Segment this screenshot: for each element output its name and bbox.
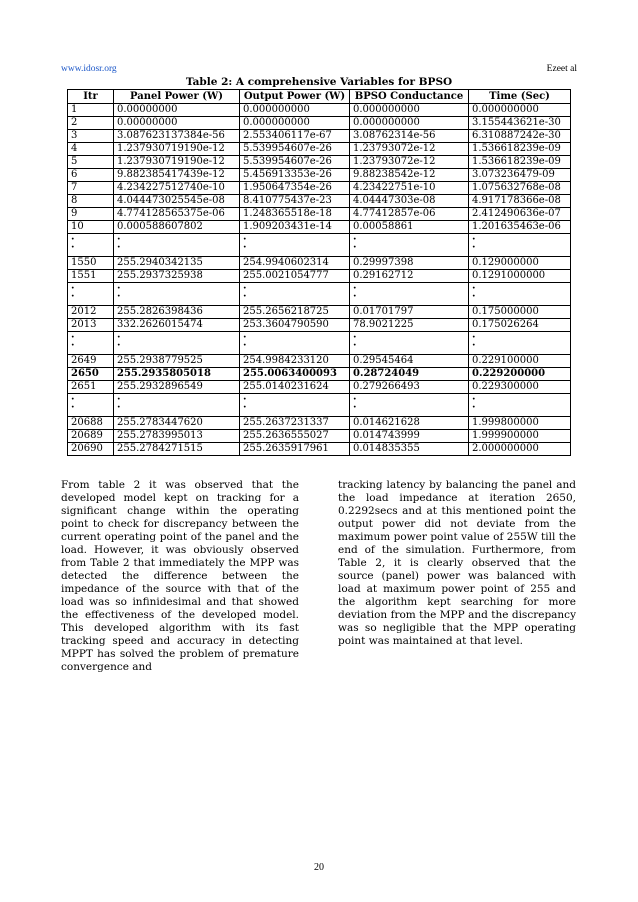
table-cell: · · [114,332,240,355]
table-row [68,104,571,117]
table-cell: 2013 [68,319,114,332]
table-cell: 1.536618239e-09 [469,143,571,156]
table-cell: 8 [68,195,114,208]
table-cell: 2649 [68,355,114,368]
table-cell: 9.88238542e-12 [350,169,469,182]
table-cell: 5.539954607e-26 [240,143,350,156]
table-cell: 255.0063400093 [240,368,350,381]
column-header: Itr [68,90,114,104]
table-cell: · · [350,234,469,257]
table-cell: 255.2935805018 [114,368,240,381]
table-row [68,306,571,319]
table-cell: 2.553406117e-67 [240,130,350,143]
table-cell: 0.229100000 [469,355,571,368]
table-cell: 6 [68,169,114,182]
table-cell: 255.2940342135 [114,257,240,270]
table-cell: 20688 [68,417,114,430]
table-cell: 0.000000000 [469,104,571,117]
table-cell: · · [114,283,240,306]
table-cell: · · [240,394,350,417]
table-cell: 3.155443621e-30 [469,117,571,130]
table-cell: 1 [68,104,114,117]
table-row [68,117,571,130]
column-header: Output Power (W) [240,90,350,104]
table-cell: 0.000000000 [240,104,350,117]
table-cell: 1.237930719190e-12 [114,143,240,156]
table-cell: 1.999800000 [469,417,571,430]
table-cell: 8.410775437e-23 [240,195,350,208]
table-cell: 3 [68,130,114,143]
table-row [68,156,571,169]
table-cell: 0.229200000 [469,368,571,381]
table-cell: 20689 [68,430,114,443]
table-cell: 3.08762314e-56 [350,130,469,143]
table-cell: 254.9940602314 [240,257,350,270]
table-cell: 4.23422751e-10 [350,182,469,195]
journal-website-link[interactable]: www.idosr.org [61,64,117,74]
table-cell: 255.2635917961 [240,443,350,456]
table-cell: 255.2636555027 [240,430,350,443]
table-row [68,182,571,195]
table-cell: 2650 [68,368,114,381]
table-cell: 0.29545464 [350,355,469,368]
column-header: Time (Sec) [469,90,571,104]
table-row [68,130,571,143]
table-cell: 255.0021054777 [240,270,350,283]
table-cell: 1.23793072e-12 [350,143,469,156]
table-ellipsis-row [68,234,571,257]
table-cell: 0.01701797 [350,306,469,319]
table-cell: 4 [68,143,114,156]
page-number: 20 [314,862,324,873]
table-cell: 2.000000000 [469,443,571,456]
table-cell: 0.29162712 [350,270,469,283]
table-cell: 1.23793072e-12 [350,156,469,169]
table-cell: · · [240,332,350,355]
table-cell: 255.2784271515 [114,443,240,456]
table-cell: 0.00000000 [114,117,240,130]
table-cell: 0.000000000 [240,117,350,130]
table-cell: · · [469,332,571,355]
table-cell: 1.536618239e-09 [469,156,571,169]
table-cell: 255.2783995013 [114,430,240,443]
table-cell: 332.2626015474 [114,319,240,332]
table-cell: 1.075632768e-08 [469,182,571,195]
table-cell: 253.3604790590 [240,319,350,332]
table-cell: 0.175026264 [469,319,571,332]
table-header-row [68,90,571,104]
table-cell: 255.0140231624 [240,381,350,394]
table-cell: 7 [68,182,114,195]
table-cell: 5.456913353e-26 [240,169,350,182]
table-row [68,169,571,182]
table-cell: 1.248365518e-18 [240,208,350,221]
table-cell: · · [350,332,469,355]
table-cell: · · [240,283,350,306]
table-cell: 0.129000000 [469,257,571,270]
table-cell: 0.000000000 [350,117,469,130]
table-body [68,104,571,456]
table-cell: 4.774128565375e-06 [114,208,240,221]
table-row [68,143,571,156]
table-cell: 1551 [68,270,114,283]
table-cell: 0.014621628 [350,417,469,430]
table-row [68,381,571,394]
table-ellipsis-row [68,394,571,417]
table-cell: 0.014835355 [350,443,469,456]
table-cell: 0.1291000000 [469,270,571,283]
table-cell: 0.00058861 [350,221,469,234]
table-cell: 9 [68,208,114,221]
table-cell: · · [240,234,350,257]
table-cell: 6.310887242e-30 [469,130,571,143]
table-cell: 255.2932896549 [114,381,240,394]
table-cell: · · [114,234,240,257]
table-cell: 2651 [68,381,114,394]
table-cell: 78.9021225 [350,319,469,332]
table-cell: 2012 [68,306,114,319]
table-cell: 254.9984233120 [240,355,350,368]
table-cell: 0.000588607802 [114,221,240,234]
table-cell: · · [469,234,571,257]
table-row [68,270,571,283]
table-cell: 1.999900000 [469,430,571,443]
table-ellipsis-row [68,283,571,306]
table-row [68,257,571,270]
table-cell: 0.28724049 [350,368,469,381]
table-cell: 0.00000000 [114,104,240,117]
table-row [68,195,571,208]
results-table [67,89,571,456]
table-cell: 1.201635463e-06 [469,221,571,234]
table-row [68,368,571,381]
running-author: Ezeet al [546,64,577,74]
table-cell: · · [68,332,114,355]
table-cell: 3.087623137384e-56 [114,130,240,143]
table-cell: 4.77412857e-06 [350,208,469,221]
table-cell: 2 [68,117,114,130]
table-cell: 0.175000000 [469,306,571,319]
table-caption: Table 2: A comprehensive Variables for BPSO [185,76,453,88]
table-cell: 0.014743999 [350,430,469,443]
table-cell: · · [68,234,114,257]
table-cell: 255.2637231337 [240,417,350,430]
table-cell: 255.2938779525 [114,355,240,368]
table-cell: · · [350,283,469,306]
table-row [68,355,571,368]
table-cell: · · [350,394,469,417]
table-cell: · · [114,394,240,417]
table-cell: 1.909203431e-14 [240,221,350,234]
body-text-left-column: From table 2 it was observed that the developed model kept on tracking for a significant change within the operating point to check for discrepancy between the current operating point of the panel and the load. However, it was obviously observed from Table 2 that immediately the MPP was detected the difference between the impedance of the source with that of the load was so infinidesimal and that showed the effectiveness of the developed model. This developed algorithm with its fast tracking speed and accuracy in detecting MPPT has solved the problem of premature convergence and [61,479,299,673]
table-cell: · · [68,283,114,306]
table-cell: 1.950647354e-26 [240,182,350,195]
table-row [68,443,571,456]
table-cell: 4.917178366e-08 [469,195,571,208]
table-cell: · · [68,394,114,417]
table-cell: 255.2826398436 [114,306,240,319]
table-cell: 1550 [68,257,114,270]
table-cell: 1.237930719190e-12 [114,156,240,169]
table-cell: 255.2937325938 [114,270,240,283]
table-row [68,208,571,221]
body-text-right-column: tracking latency by balancing the panel and the load impedance at iteration 2650, 0.2292secs and at this mentioned point the output power did not deviate from the maximum power point value of 255W till the end of the simulation. Furthermore, from Table 2, it is clearly observed that the source (panel) power was balanced with load at maximum power point of 255 and the algorithm kept searching for more deviation from the MPP and the discrepancy was so negligible that the MPP operating point was maintained at that level. [338,479,576,647]
table-cell: 20690 [68,443,114,456]
table-row [68,430,571,443]
table-cell: 0.279266493 [350,381,469,394]
table-cell: 5 [68,156,114,169]
table-cell: 255.2783447620 [114,417,240,430]
table-cell: · · [469,283,571,306]
table-cell: 0.000000000 [350,104,469,117]
table-cell: 255.2656218725 [240,306,350,319]
table-cell: · · [469,394,571,417]
table-cell: 10 [68,221,114,234]
table-cell: 4.044473025545e-08 [114,195,240,208]
table-row [68,319,571,332]
table-cell: 2.412490636e-07 [469,208,571,221]
table-row [68,417,571,430]
table-cell: 5.539954607e-26 [240,156,350,169]
table-cell: 4.04447303e-08 [350,195,469,208]
table-cell: 3.073236479-09 [469,169,571,182]
table-cell: 0.29997398 [350,257,469,270]
column-header: BPSO Conductance [350,90,469,104]
table-ellipsis-row [68,332,571,355]
table-cell: 0.229300000 [469,381,571,394]
table-row [68,221,571,234]
table-cell: 9.882385417439e-12 [114,169,240,182]
table-cell: 4.234227512740e-10 [114,182,240,195]
column-header: Panel Power (W) [114,90,240,104]
